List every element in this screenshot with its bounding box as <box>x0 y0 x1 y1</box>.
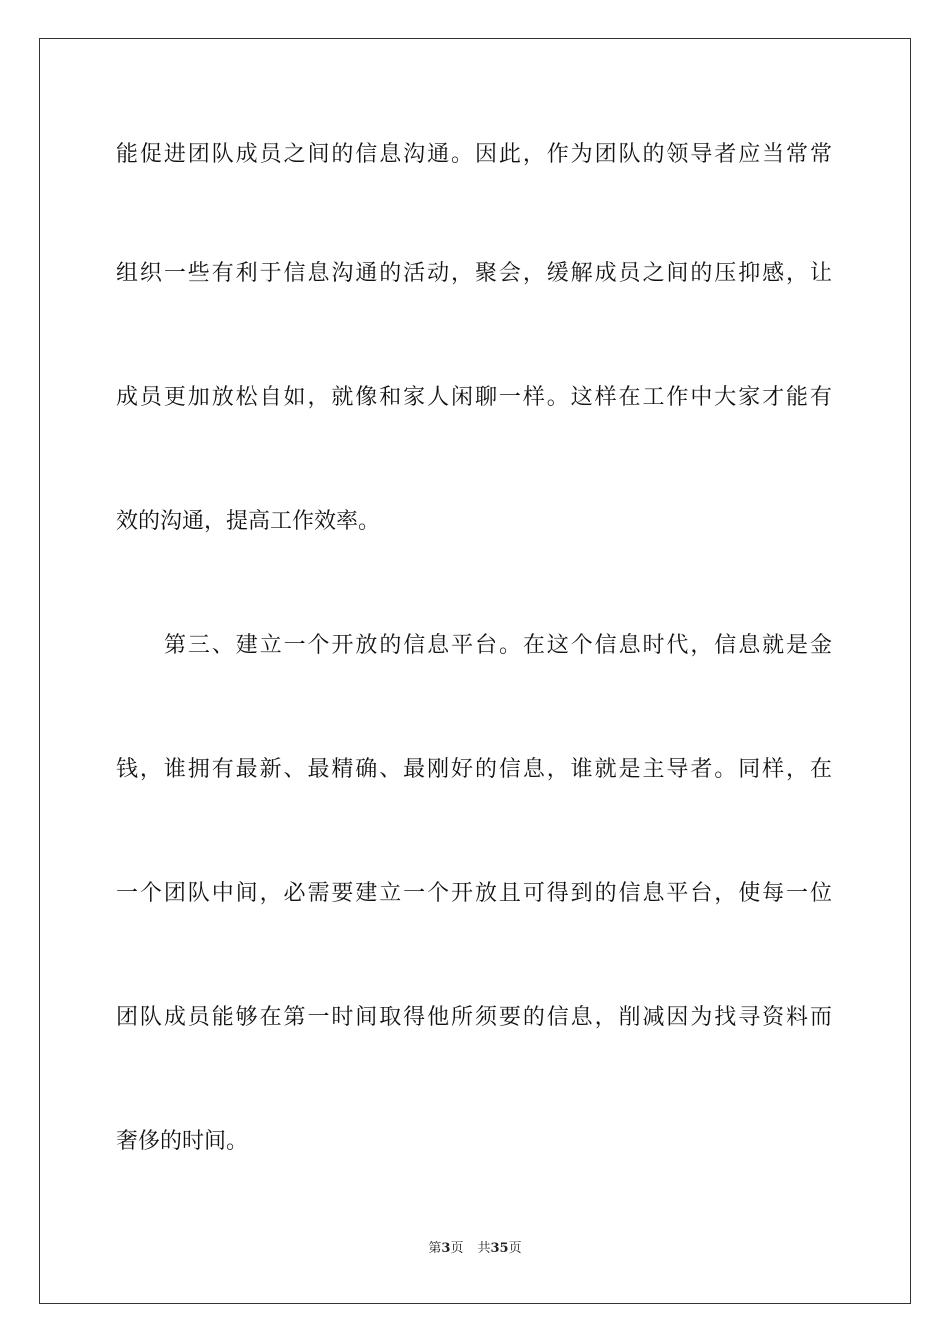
page-footer <box>0 1240 950 1258</box>
footer-total-prefix: 共 <box>477 1241 491 1256</box>
paragraph-2-line-1: 第三、建立一个开放的信息平台。在这个信息时代，信息就是金 <box>164 633 832 658</box>
page-border <box>39 38 911 1304</box>
paragraph-2-line-4: 团队成员能够在第一时间取得他所须要的信息，削减因为找寻资料而 <box>116 1005 832 1030</box>
paragraph-2-line-2: 钱，谁拥有最新、最精确、最刚好的信息，谁就是主导者。同样，在 <box>116 757 832 782</box>
footer-total-number: 35 <box>490 1241 509 1256</box>
footer-page-prefix: 第 <box>428 1241 442 1256</box>
footer-page-number: 3 <box>441 1241 451 1256</box>
footer-page-suffix: 页 <box>450 1241 464 1256</box>
paragraph-1-line-1: 能促进团队成员之间的信息沟通。因此，作为团队的领导者应当常常 <box>116 142 832 167</box>
footer-total-suffix: 页 <box>508 1241 522 1256</box>
paragraph-1-line-2: 组织一些有利于信息沟通的活动，聚会，缓解成员之间的压抑感，让 <box>116 261 832 286</box>
paragraph-1-line-3: 成员更加放松自如，就像和家人闲聊一样。这样在工作中大家才能有 <box>116 385 832 410</box>
paragraph-2-line-3: 一个团队中间，必需要建立一个开放且可得到的信息平台，使每一位 <box>116 881 832 906</box>
paragraph-1-line-4: 效的沟通，提高工作效率。 <box>116 509 381 534</box>
paragraph-2-line-5: 奢侈的时间。 <box>116 1129 249 1154</box>
